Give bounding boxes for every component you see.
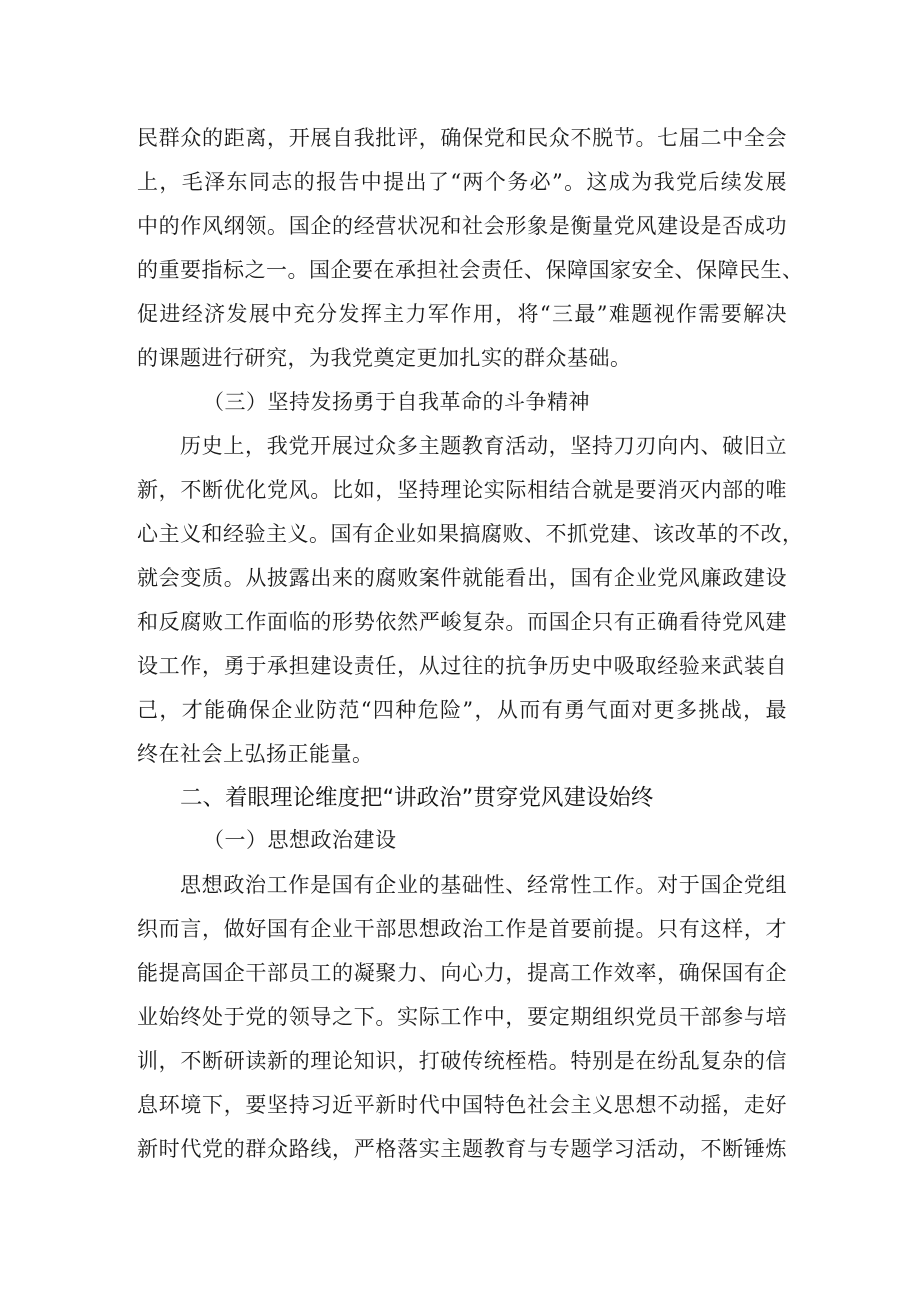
body-text-line: 织而言，做好国有企业干部思想政治工作是首要前提。只有这样，才 <box>137 917 787 941</box>
body-text-line: 设工作，勇于承担建设责任，从过往的抗争历史中吸取经验来武装自 <box>137 654 787 678</box>
body-text-line: 和反腐败工作面临的形势依然严峻复杂。而国企只有正确看待党风建 <box>137 610 787 634</box>
body-text-line: 新时代党的群众路线，严格落实主题教育与专题学习活动，不断锤炼 <box>137 1137 787 1161</box>
body-text-line: 的重要指标之一。国企要在承担社会责任、保障国家安全、保障民生、 <box>137 258 804 282</box>
subheading-1: （一）思想政治建设 <box>203 828 397 852</box>
body-text-line: 思想政治工作是国有企业的基础性、经常性工作。对于国企党组 <box>180 873 787 897</box>
body-text-line: 能提高国企干部员工的凝聚力、向心力，提高工作效率，确保国有企 <box>137 961 787 985</box>
body-text-line: 历史上，我党开展过众多主题教育活动，坚持刀刃向内、破旧立 <box>180 434 787 458</box>
body-text-line: 民群众的距离，开展自我批评，确保党和民众不脱节。七届二中全会 <box>137 126 787 150</box>
body-text-line: 中的作风纲领。国企的经营状况和社会形象是衡量党风建设是否成功 <box>137 214 787 238</box>
body-text-line: 心主义和经验主义。国有企业如果搞腐败、不抓党建、该改革的不改， <box>137 522 804 546</box>
body-text-line: 就会变质。从披露出来的腐败案件就能看出，国有企业党风廉政建设 <box>137 566 787 590</box>
subheading-3: （三）坚持发扬勇于自我革命的斗争精神 <box>203 390 590 414</box>
body-text-line: 的课题进行研究，为我党奠定更加扎实的群众基础。 <box>137 346 632 370</box>
body-text-line: 己，才能确保企业防范“四种危险”，从而有勇气面对更多挑战，最 <box>137 698 787 722</box>
body-text-line: 上，毛泽东同志的报告中提出了“两个务必”。这成为我党后续发展 <box>137 170 787 194</box>
body-text-line: 促进经济发展中充分发挥主力军作用，将“三最”难题视作需要解决 <box>137 302 787 326</box>
body-text-line: 训，不断研读新的理论知识，打破传统桎梏。特别是在纷乱复杂的信 <box>137 1049 787 1073</box>
body-text-line: 息环境下，要坚持习近平新时代中国特色社会主义思想不动摇，走好 <box>137 1093 787 1117</box>
body-text-line: 终在社会上弘扬正能量。 <box>137 742 374 766</box>
section-heading: 二、着眼理论维度把“讲政治”贯穿党风建设始终 <box>180 785 654 811</box>
body-text-line: 业始终处于党的领导之下。实际工作中，要定期组织党员干部参与培 <box>137 1005 787 1029</box>
body-text-line: 新，不断优化党风。比如，坚持理论实际相结合就是要消灭内部的唯 <box>137 478 787 502</box>
